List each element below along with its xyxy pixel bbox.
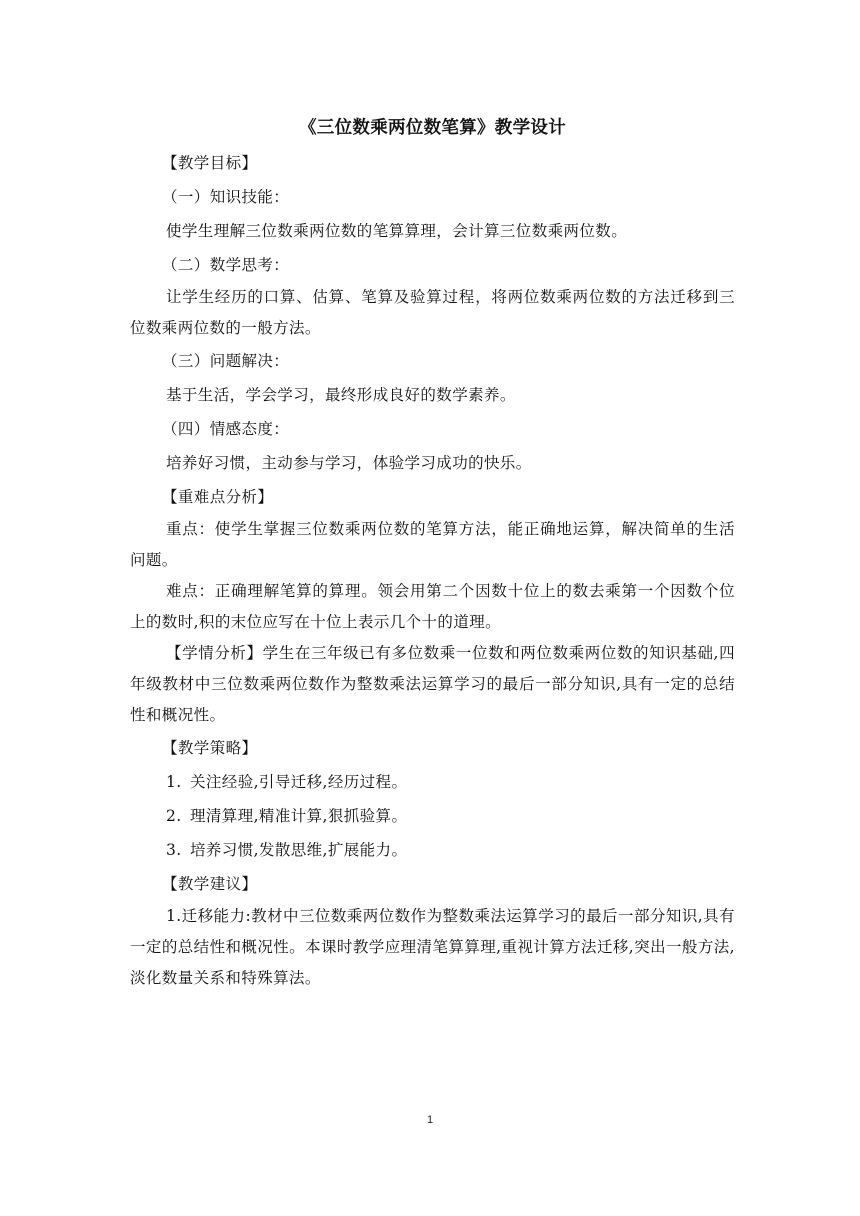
difficult-point: 难点：正确理解笔算的算理。领会用第二个因数十位上的数去乘第一个因数个位上的数时,积的末位应写在十位上表示几个十的道理。 [130, 582, 735, 631]
goal3-heading: （三）问题解决： [162, 352, 290, 370]
strategy-text: 培养习惯,发散思维,扩展能力。 [190, 841, 408, 859]
strategy-item [130, 799, 735, 833]
strategy-number: 3. [166, 841, 182, 859]
goal3-text: 基于生活，学会学习，最终形成良好的数学素养。 [166, 386, 516, 404]
key-point: 重点：使学生掌握三位数乘两位数的笔算方法，能正确地运算，解决简单的生活问题。 [130, 520, 735, 569]
goal1-heading: （一）知识技能： [162, 188, 290, 206]
strategy-number: 2. [166, 807, 182, 825]
analysis-heading: 【重难点分析】 [162, 488, 274, 506]
strategy-heading: 【教学策略】 [162, 739, 258, 757]
strategy-text: 关注经验,引导迁移,经历过程。 [190, 773, 408, 791]
goals-heading: 【教学目标】 [162, 154, 258, 172]
suggestion-text: 1.迁移能力:教材中三位数乘两位数作为整数乘法运算学习的最后一部分知识,具有一定的总结性和概况性。本课时教学应理清笔算算理,重视计算方法迁移,突出一般方法,淡化数量关系和特殊算法。 [130, 907, 735, 987]
strategy-text: 理清算理,精准计算,狠抓验算。 [190, 807, 408, 825]
goal4-text: 培养好习惯，主动参与学习，体验学习成功的快乐。 [166, 454, 532, 472]
student-analysis: 【学情分析】学生在三年级已有多位数乘一位数和两位数乘两位数的知识基础,四年级教材中三位数乘两位数作为整数乘法运算学习的最后一部分知识,具有一定的总结性和概况性。 [130, 644, 735, 724]
goal2-text: 让学生经历的口算、估算、笔算及验算过程，将两位数乘两位数的方法迁移到三位数乘两位数的一般方法。 [130, 288, 735, 337]
strategy-number: 1. [166, 773, 182, 791]
document-body [130, 112, 735, 994]
goal1-text: 使学生理解三位数乘两位数的笔算算理，会计算三位数乘两位数。 [166, 222, 628, 240]
strategy-item [130, 833, 735, 867]
strategy-item [130, 765, 735, 799]
page-number: 1 [426, 1114, 434, 1126]
goal2-heading: （二）数学思考： [162, 256, 290, 274]
goal4-heading: （四）情感态度： [162, 420, 290, 438]
suggestion-heading: 【教学建议】 [162, 875, 258, 893]
document-title: 《三位数乘两位数笔算》教学设计 [299, 118, 566, 138]
